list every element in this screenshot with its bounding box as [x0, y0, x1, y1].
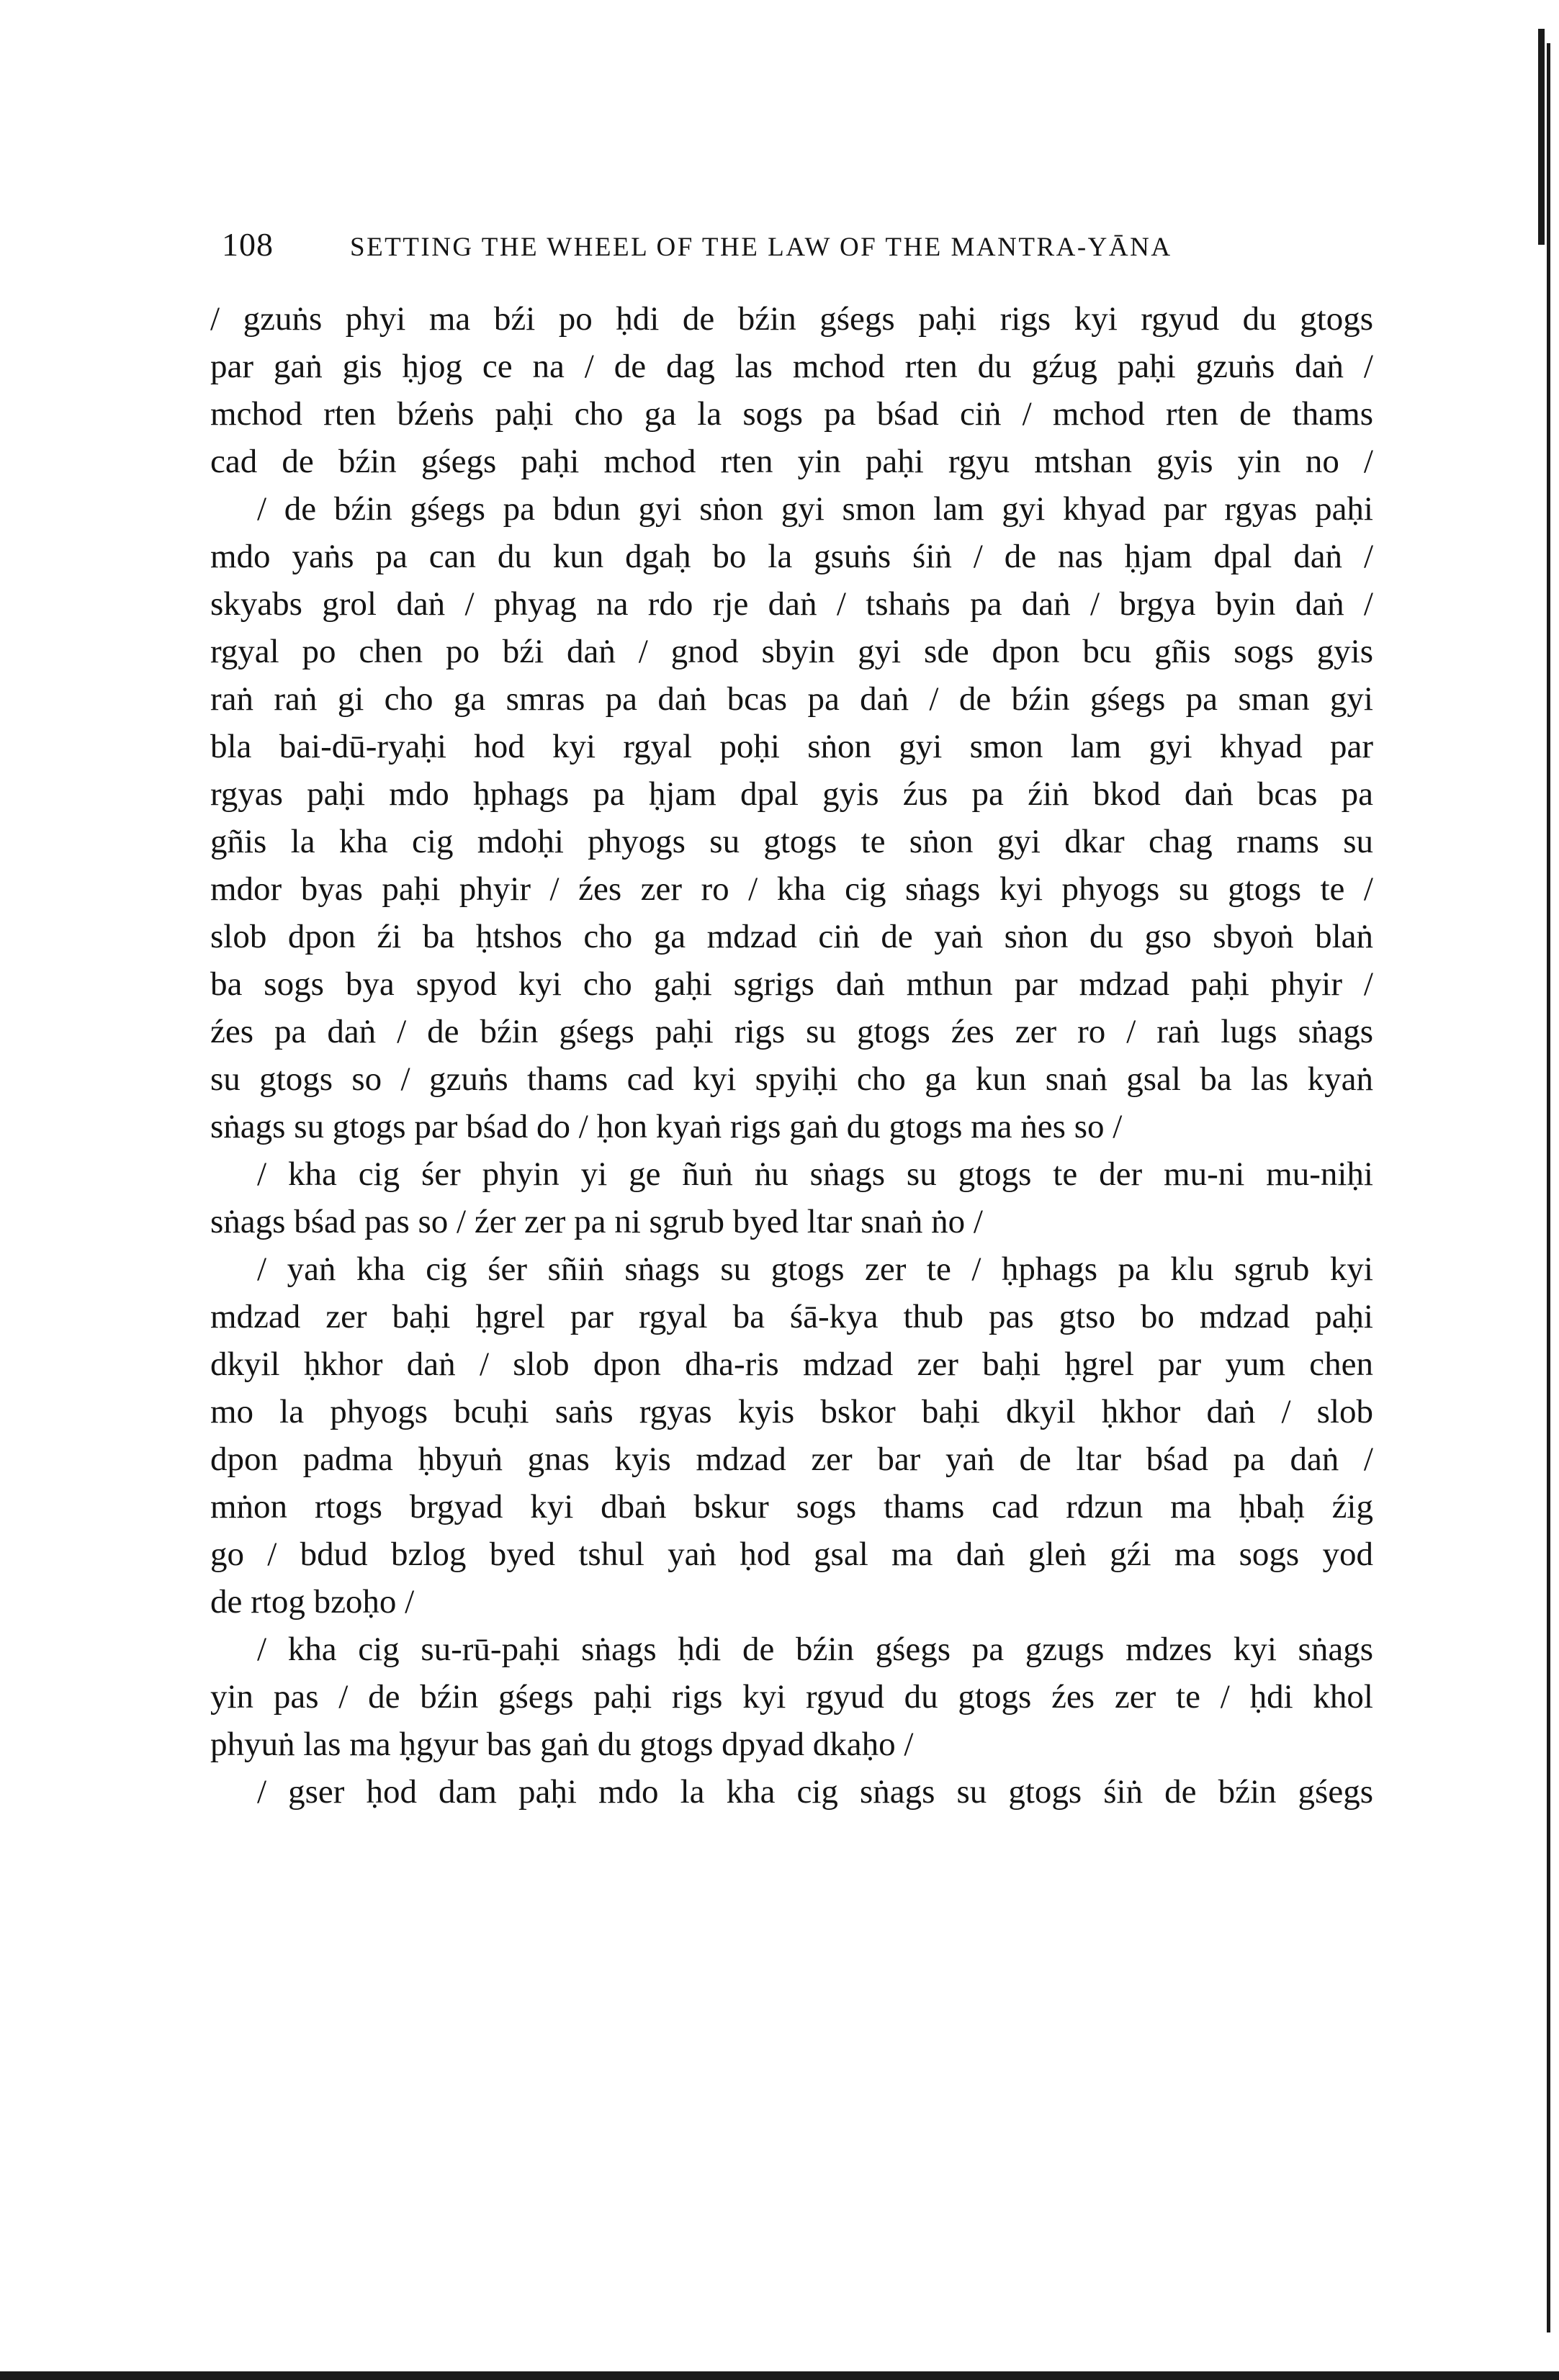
- text-line: bla bai-dū-ryaḥi hod kyi rgyal poḥi sṅon gyi smon lam gyi khyad par: [210, 728, 1373, 765]
- text-line: / yaṅ kha cig śer sñiṅ sṅags su gtogs zer te / ḥphags pa klu sgrub kyi: [257, 1250, 1373, 1288]
- running-head: [222, 216, 1374, 274]
- text-line: rgyal po chen po bźi daṅ / gnod sbyin gyi sde dpon bcu gñis sogs gyis: [210, 633, 1373, 670]
- text-line: / gser ḥod dam paḥi mdo la kha cig sṅags su gtogs śiṅ de bźin gśegs: [257, 1773, 1373, 1811]
- text-line: raṅ raṅ gi cho ga smras pa daṅ bcas pa daṅ / de bźin gśegs pa sman gyi: [210, 680, 1373, 718]
- text-line: dkyil ḥkhor daṅ / slob dpon dha-ris mdzad zer baḥi ḥgrel par yum chen: [210, 1345, 1373, 1383]
- text-line: mṅon rtogs brgyad kyi dbaṅ bskur sogs thams cad rdzun ma ḥbaḥ źig: [210, 1488, 1373, 1525]
- text-line: par gaṅ gis ḥjog ce na / de dag las mchod rten du gźug paḥi gzuṅs daṅ /: [210, 348, 1373, 385]
- text-line: mchod rten bźeṅs paḥi cho ga la sogs pa bśad ciṅ / mchod rten de thams: [210, 395, 1373, 433]
- text-line: slob dpon źi ba ḥtshos cho ga mdzad ciṅ de yaṅ sṅon du gso sbyoṅ blaṅ: [210, 918, 1373, 955]
- scan-edge-shadow-top: [1538, 29, 1545, 245]
- text-line: / kha cig śer phyin yi ge ñuṅ ṅu sṅags su gtogs te der mu-ni mu-niḥi: [257, 1155, 1373, 1193]
- scan-bottom-edge: [0, 2371, 1559, 2380]
- text-line: yin pas / de bźin gśegs paḥi rigs kyi rgyud du gtogs źes zer te / ḥdi khol: [210, 1678, 1373, 1716]
- text-line: ba sogs bya spyod kyi cho gaḥi sgrigs daṅ mthun par mdzad paḥi phyir /: [210, 965, 1373, 1003]
- text-line: dpon padma ḥbyuṅ gnas kyis mdzad zer bar yaṅ de ltar bśad pa daṅ /: [210, 1441, 1373, 1478]
- text-line: rgyas paḥi mdo ḥphags pa ḥjam dpal gyis źus pa źiṅ bkod daṅ bcas pa: [210, 775, 1373, 813]
- text-line: su gtogs so / gzuṅs thams cad kyi spyiḥi cho ga kun snaṅ gsal ba las kyaṅ: [210, 1060, 1373, 1098]
- text-line: / de bźin gśegs pa bdun gyi sṅon gyi smon lam gyi khyad par rgyas paḥi: [257, 490, 1373, 528]
- text-line: / gzuṅs phyi ma bźi po ḥdi de bźin gśegs paḥi rigs kyi rgyud du gtogs: [210, 300, 1373, 338]
- text-line: mdo yaṅs pa can du kun dgaḥ bo la gsuṅs śiṅ / de nas ḥjam dpal daṅ /: [210, 538, 1373, 575]
- text-line: sṅags su gtogs par bśad do / ḥon kyaṅ rigs gaṅ du gtogs ma ṅes so /: [210, 1108, 1123, 1145]
- text-line: go / bdud bzlog byed tshul yaṅ ḥod gsal ma daṅ gleṅ gźi ma sogs yod: [210, 1536, 1373, 1573]
- text-line: gñis la kha cig mdoḥi phyogs su gtogs te sṅon gyi dkar chag rnams su: [210, 823, 1373, 860]
- text-line: źes pa daṅ / de bźin gśegs paḥi rigs su gtogs źes zer ro / raṅ lugs sṅags: [210, 1013, 1373, 1050]
- body-text: [210, 295, 1373, 1816]
- page-number: 108: [222, 226, 274, 263]
- text-line: mdor byas paḥi phyir / źes zer ro / kha cig sṅags kyi phyogs su gtogs te /: [210, 870, 1373, 908]
- text-line: de rtog bzoḥo /: [210, 1583, 415, 1621]
- text-line: mo la phyogs bcuḥi saṅs rgyas kyis bskor baḥi dkyil ḥkhor daṅ / slob: [210, 1393, 1373, 1430]
- text-line: / kha cig su-rū-paḥi sṅags ḥdi de bźin gśegs pa gzugs mdzes kyi sṅags: [257, 1631, 1373, 1668]
- text-line: mdzad zer baḥi ḥgrel par rgyal ba śā-kya thub pas gtso bo mdzad paḥi: [210, 1298, 1373, 1335]
- text-line: skyabs grol daṅ / phyag na rdo rje daṅ / tshaṅs pa daṅ / brgya byin daṅ /: [210, 585, 1373, 623]
- text-line: sṅags bśad pas so / źer zer pa ni sgrub byed ltar snaṅ ṅo /: [210, 1203, 983, 1240]
- running-title: SETTING THE WHEEL OF THE LAW OF THE MANTRA-YĀNA: [350, 233, 1172, 262]
- scan-edge-shadow: [1547, 43, 1550, 2332]
- text-line: cad de bźin gśegs paḥi mchod rten yin paḥi rgyu mtshan gyis yin no /: [210, 443, 1373, 480]
- text-line: phyuṅ las ma ḥgyur bas gaṅ du gtogs dpyad dkaḥo /: [210, 1726, 914, 1763]
